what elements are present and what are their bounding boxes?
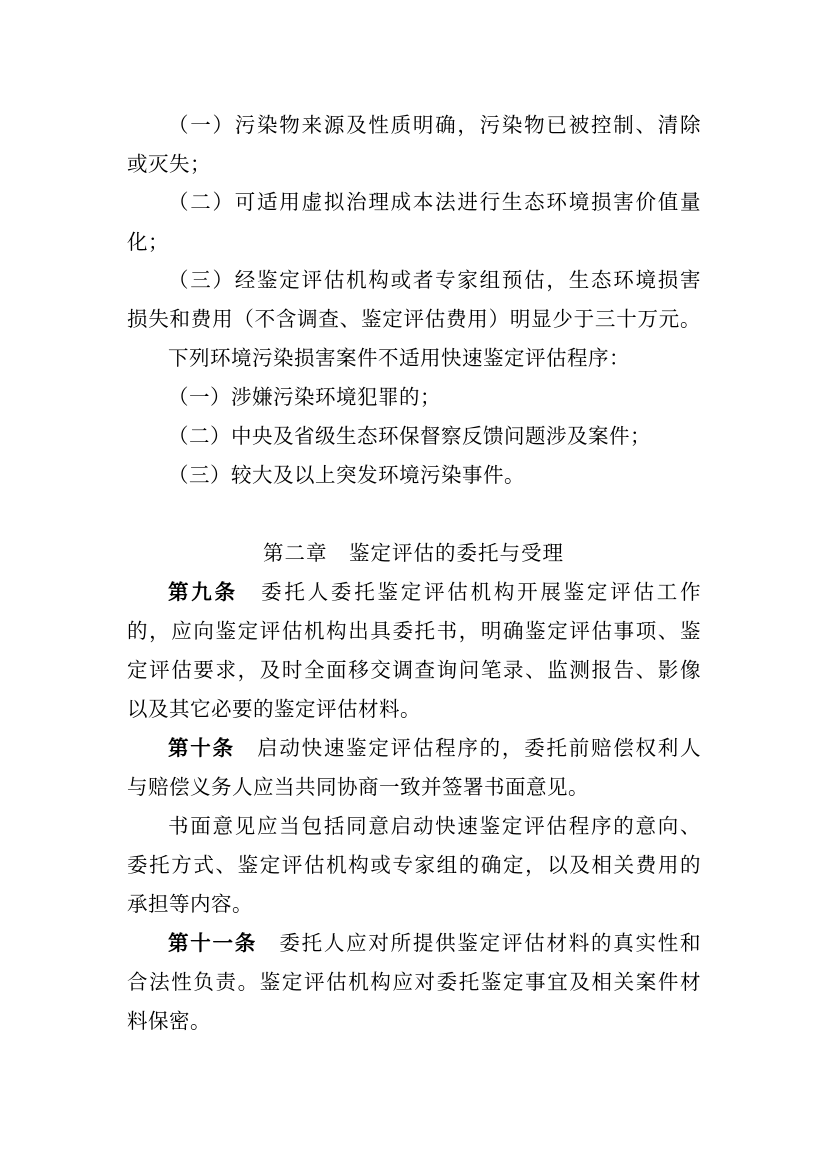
article10-line1 bbox=[168, 734, 701, 762]
article11-text: 委托人应对所提供鉴定评估材料的真实性和 bbox=[279, 931, 702, 955]
article9-line1 bbox=[168, 578, 701, 606]
article11-line2: 合法性负责。鉴定评估机构应对委托鉴定事宜及相关案件材 bbox=[127, 970, 701, 994]
article10-para2-line1: 书面意见应当包括同意启动快速鉴定评估程序的意向、 bbox=[168, 814, 701, 838]
article9-label: 第九条 bbox=[168, 580, 238, 604]
article9-text: 委托人委托鉴定评估机构开展鉴定评估工作 bbox=[261, 580, 702, 604]
article11-label: 第十一条 bbox=[168, 931, 258, 955]
article10-para2-line2: 委托方式、鉴定评估机构或专家组的确定，以及相关费用的 bbox=[127, 853, 701, 877]
article10-para2-line3: 承担等内容。 bbox=[127, 892, 253, 916]
item1-line1: （一）污染物来源及性质明确，污染物已被控制、清除 bbox=[168, 113, 701, 137]
item1-line2: 或灭失； bbox=[127, 152, 211, 176]
item3-line1: （三）经鉴定评估机构或者专家组预估，生态环境损害 bbox=[168, 268, 701, 292]
article10-line2: 与赔偿义务人应当共同协商一致并签署书面意见。 bbox=[127, 775, 589, 799]
exclusion-item3: （三）较大及以上突发环境污染事件。 bbox=[168, 463, 525, 487]
item2-line2: 化； bbox=[127, 230, 169, 254]
article10-text: 启动快速鉴定评估程序的，委托前赔偿权利人 bbox=[257, 736, 702, 760]
exclusion-intro: 下列环境污染损害案件不适用快速鉴定评估程序： bbox=[168, 346, 630, 370]
article9-line4: 以及其它必要的鉴定评估材料。 bbox=[127, 697, 421, 721]
item2-line1: （二）可适用虚拟治理成本法进行生态环境损害价值量 bbox=[168, 190, 701, 214]
exclusion-item1: （一）涉嫌污染环境犯罪的； bbox=[168, 385, 441, 409]
article11-line1 bbox=[168, 929, 701, 957]
chapter-title: 第二章 鉴定评估的委托与受理 bbox=[263, 541, 564, 565]
exclusion-item2: （二）中央及省级生态环保督察反馈问题涉及案件； bbox=[168, 424, 651, 448]
item3-line2: 损失和费用（不含调查、鉴定评估费用）明显少于三十万元。 bbox=[127, 307, 701, 331]
article9-line3: 定评估要求，及时全面移交调查询问笔录、监测报告、影像 bbox=[127, 658, 701, 682]
article9-line2: 的，应向鉴定评估机构出具委托书，明确鉴定评估事项、鉴 bbox=[127, 619, 701, 643]
article10-label: 第十条 bbox=[168, 736, 235, 760]
article11-line3: 料保密。 bbox=[127, 1009, 211, 1033]
